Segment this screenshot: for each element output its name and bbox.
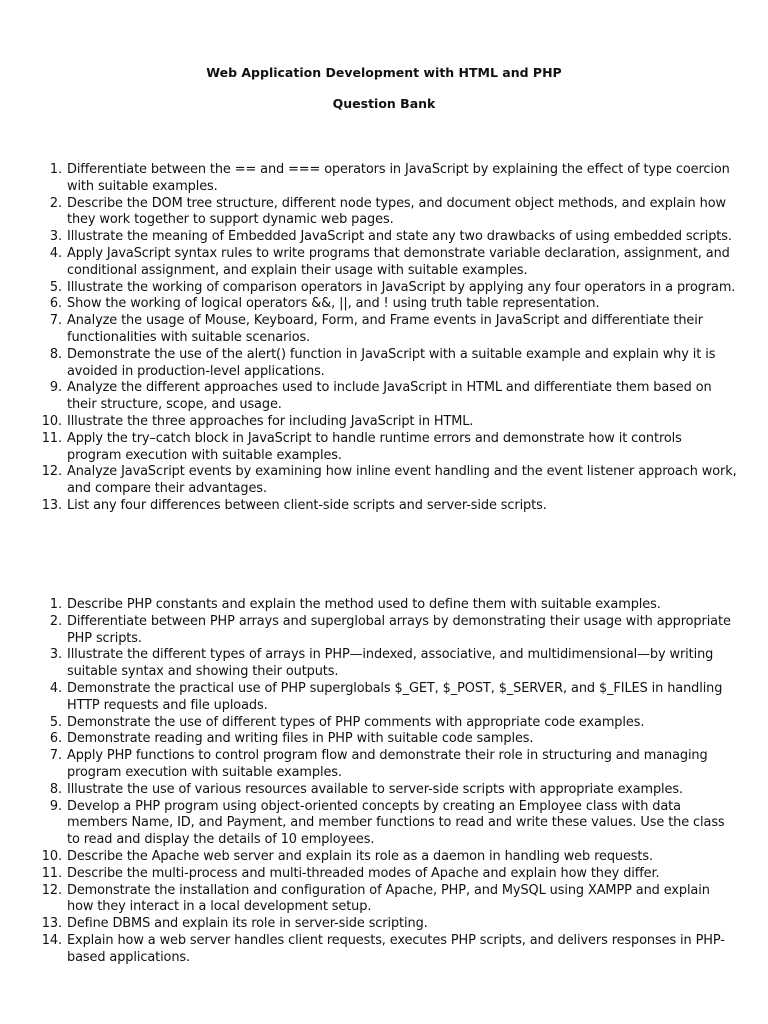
question-number: 3.: [49, 229, 62, 245]
question-text: Describe PHP constants and explain the method used to define them with suitable examples.: [67, 597, 661, 612]
document-title: Web Application Development with HTML and PHP: [206, 65, 562, 80]
question-text: Analyze JavaScript events by examining how inline event handling and the event listener approach work, and compare their advantages.: [67, 464, 737, 497]
question-number: 9.: [49, 380, 62, 396]
question-text: Define DBMS and explain its role in server-side scripting.: [67, 916, 428, 932]
question-item: [0, 196, 768, 230]
document-subtitle: Question Bank: [332, 96, 436, 111]
question-number: 13.: [41, 497, 62, 513]
question-text: Demonstrate the practical use of PHP superglobals $_GET, $_POST, $_SERVER, and $_FILES in handling HTTP requests and file uploads.: [67, 680, 723, 713]
question-number: 1.: [49, 597, 62, 612]
question-text: Demonstrate reading and writing files in PHP with suitable code samples.: [67, 731, 534, 747]
question-item: [0, 647, 768, 681]
question-item: [0, 614, 768, 648]
question-item: [0, 681, 768, 715]
question-item: [0, 748, 768, 782]
question-number: 4.: [49, 680, 62, 696]
question-number: 3.: [49, 647, 62, 663]
question-item: [0, 498, 768, 515]
question-number: 10.: [41, 848, 62, 864]
question-text: Apply PHP functions to control program flow and demonstrate their role in structuring and managing program execution with suitable examples.: [67, 748, 708, 780]
question-item: [0, 597, 768, 614]
question-text: Demonstrate the installation and configuration of Apache, PHP, and MySQL using XAMPP and explain how they interact in a local development setup.: [67, 882, 710, 915]
question-item: [0, 866, 768, 883]
question-number: 6.: [49, 731, 62, 747]
question-item: [0, 380, 768, 414]
question-number: 8.: [49, 346, 62, 362]
question-text: Demonstrate the use of different types of PHP comments with appropriate code examples.: [67, 714, 645, 730]
question-number: 12.: [41, 464, 62, 480]
question-text: Analyze the usage of Mouse, Keyboard, Form, and Frame events in JavaScript and differentiate their functionalities with suitable scenarios.: [67, 313, 703, 345]
question-text: Develop a PHP program using object-oriented concepts by creating an Employee class with data members Name, ID, and Payment, and member functions to read and write these values. Use the class to read and display the details of 10 employees.: [67, 798, 725, 848]
question-number: 6.: [49, 296, 62, 312]
question-text: Apply JavaScript syntax rules to write programs that demonstrate variable declaration, assignment, and conditional assignment, and explain their usage with suitable examples.: [67, 245, 730, 278]
question-item: [0, 799, 768, 849]
question-text: Describe the multi-process and multi-threaded modes of Apache and explain how they differ.: [67, 865, 660, 881]
question-item: [0, 782, 768, 799]
question-text: Show the working of logical operators &&, ||, and ! using truth table representation.: [67, 296, 600, 312]
question-number: 1.: [49, 162, 62, 177]
php-question-list: [0, 597, 768, 967]
question-text: Apply the try–catch block in JavaScript to handle runtime errors and demonstrate how it controls program execution with suitable examples.: [67, 430, 682, 463]
question-number: 13.: [41, 916, 62, 932]
question-number: 4.: [49, 245, 62, 261]
question-item: [0, 849, 768, 866]
question-item: [0, 280, 768, 297]
question-text: Demonstrate the use of the alert() function in JavaScript with a suitable example and explain why it is avoided in production-level applications.: [67, 346, 716, 379]
question-item: [0, 464, 768, 498]
question-number: 9.: [49, 798, 62, 814]
question-number: 12.: [41, 882, 62, 898]
question-item: [0, 414, 768, 431]
question-text: Analyze the different approaches used to include JavaScript in HTML and differentiate them based on their structure, scope, and usage.: [67, 380, 712, 413]
question-item: [0, 883, 768, 917]
question-text: Differentiate between PHP arrays and superglobal arrays by demonstrating their usage with appropriate PHP scripts.: [67, 613, 731, 646]
question-item: [0, 296, 768, 313]
question-number: 2.: [49, 613, 62, 629]
question-text: Illustrate the three approaches for including JavaScript in HTML.: [67, 413, 474, 429]
question-item: [0, 933, 768, 967]
question-number: 11.: [41, 865, 62, 881]
question-number: 5.: [49, 279, 62, 295]
question-item: [0, 347, 768, 381]
question-number: 2.: [49, 195, 62, 211]
question-item: [0, 246, 768, 280]
question-text: Illustrate the use of various resources available to server-side scripts with appropriate examples.: [67, 781, 683, 797]
question-number: 14.: [41, 932, 62, 948]
question-number: 7.: [49, 313, 62, 329]
question-number: 10.: [41, 413, 62, 429]
question-text: List any four differences between client-side scripts and server-side scripts.: [67, 497, 547, 513]
question-item: [0, 916, 768, 933]
question-text: Illustrate the meaning of Embedded JavaScript and state any two drawbacks of using embedded scripts.: [67, 229, 732, 245]
question-item: [0, 162, 768, 196]
question-number: 11.: [41, 430, 62, 446]
javascript-question-list: [0, 162, 768, 515]
question-item: [0, 229, 768, 246]
question-text: Describe the Apache web server and explain its role as a daemon in handling web requests.: [67, 848, 653, 864]
question-text: Illustrate the different types of arrays in PHP—indexed, associative, and multidimensional—by writing suitable syntax and showing their outputs.: [67, 647, 714, 680]
question-text: Explain how a web server handles client requests, executes PHP scripts, and delivers responses in PHP-based applications.: [67, 932, 725, 965]
question-item: [0, 731, 768, 748]
question-text: Differentiate between the == and === operators in JavaScript by explaining the effect of type coercion with suitable examples.: [67, 162, 730, 194]
question-number: 8.: [49, 781, 62, 797]
question-item: [0, 715, 768, 732]
question-text: Describe the DOM tree structure, different node types, and document object methods, and explain how they work together to support dynamic web pages.: [67, 195, 726, 228]
question-number: 7.: [49, 748, 62, 764]
question-number: 5.: [49, 714, 62, 730]
question-text: Illustrate the working of comparison operators in JavaScript by applying any four operators in a program.: [67, 279, 736, 295]
question-item: [0, 313, 768, 347]
question-item: [0, 431, 768, 465]
